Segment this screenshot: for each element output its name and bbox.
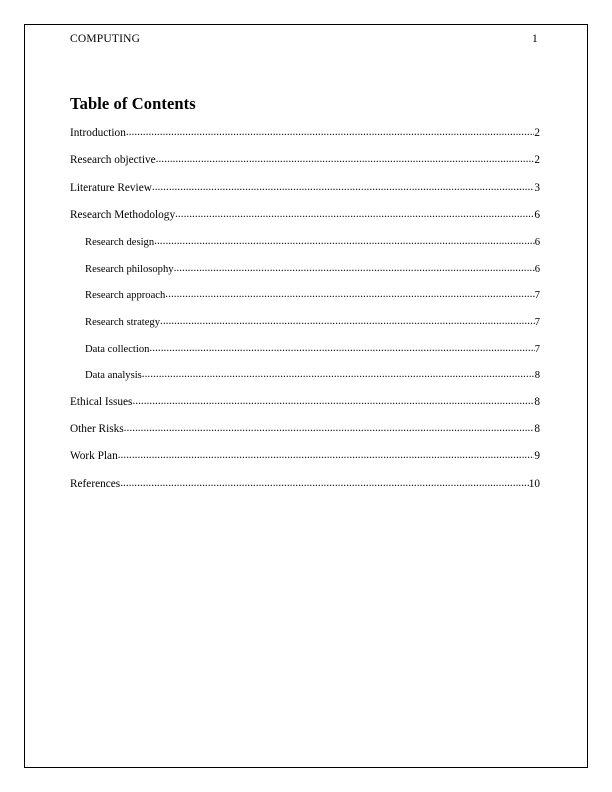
toc-leader-dots: [118, 450, 535, 461]
toc-entry-label: Research design: [85, 237, 155, 249]
toc-entry-label: Research strategy: [85, 316, 161, 328]
toc-leader-dots: [174, 263, 535, 274]
toc-entry-page: 8: [534, 370, 540, 382]
toc-entry[interactable]: [70, 290, 540, 317]
toc-leader-dots: [149, 343, 534, 354]
toc-entry[interactable]: [70, 344, 540, 371]
toc-entry-label: Research approach: [85, 290, 166, 302]
page-number: 1: [532, 33, 538, 45]
toc-entry-page: 2: [534, 127, 540, 139]
toc-entry-label: Other Risks: [70, 423, 124, 436]
toc-entry-page: 8: [534, 395, 540, 408]
toc-entry[interactable]: [70, 479, 540, 506]
toc-entry-page: 3: [534, 181, 540, 194]
toc-leader-dots: [160, 316, 535, 327]
toc-entry-label: Data analysis: [85, 370, 142, 382]
toc-entry[interactable]: [70, 451, 540, 478]
toc-entry-page: 6: [534, 263, 540, 275]
toc-leader-dots: [152, 182, 534, 193]
page-title: Table of Contents: [70, 94, 196, 113]
toc-entry-label: Introduction: [70, 127, 126, 139]
toc-entry[interactable]: [70, 210, 540, 237]
toc-entry-page: 9: [534, 450, 540, 463]
toc-leader-dots: [126, 127, 534, 138]
toc-entry[interactable]: [70, 237, 540, 264]
toc-entry-label: Work Plan: [70, 450, 118, 463]
toc-leader-dots: [156, 154, 535, 165]
toc-entry-page: 7: [534, 343, 540, 355]
toc-entry[interactable]: [70, 264, 540, 291]
running-head: COMPUTING: [70, 33, 141, 45]
toc-entry-page: 6: [534, 237, 540, 249]
toc-entry-label: Research objective: [70, 154, 156, 167]
toc-leader-dots: [175, 209, 534, 220]
toc-entry-label: Data collection: [85, 343, 150, 355]
toc-leader-dots: [132, 396, 534, 407]
toc-entry[interactable]: [70, 397, 540, 424]
toc-leader-dots: [154, 236, 535, 247]
toc-entry[interactable]: [70, 183, 540, 210]
toc-entry-label: Research Methodology: [70, 208, 176, 221]
toc-entry-page: 7: [534, 290, 540, 302]
toc-leader-dots: [142, 369, 535, 380]
page-content: [70, 33, 540, 506]
toc-entry-page: 8: [534, 423, 540, 436]
toc-entry[interactable]: [70, 128, 540, 155]
toc-entry-label: Ethical Issues: [70, 395, 133, 408]
toc-leader-dots: [120, 478, 529, 489]
toc-entry[interactable]: [70, 155, 540, 182]
table-of-contents: [70, 128, 540, 506]
toc-entry-label: Literature Review: [70, 181, 152, 194]
toc-leader-dots: [124, 423, 535, 434]
toc-entry-page: 7: [534, 316, 540, 328]
toc-entry[interactable]: [70, 370, 540, 397]
toc-entry-label: Research philosophy: [85, 263, 174, 275]
toc-leader-dots: [165, 289, 534, 300]
page-header: [70, 33, 540, 45]
toc-entry[interactable]: [70, 317, 540, 344]
toc-entry-page: 10: [528, 477, 540, 490]
toc-entry-page: 6: [534, 208, 540, 221]
toc-entry-label: References: [70, 477, 121, 490]
toc-entry[interactable]: [70, 424, 540, 451]
toc-entry-page: 2: [534, 154, 540, 167]
